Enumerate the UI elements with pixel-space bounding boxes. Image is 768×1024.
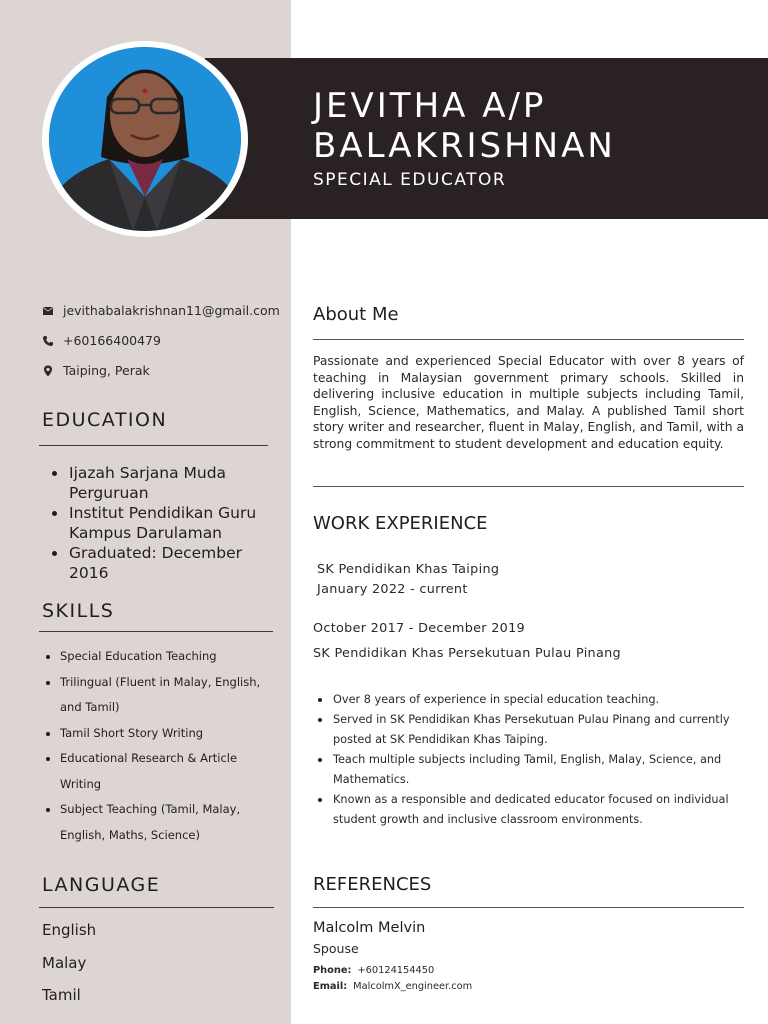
work-list <box>316 690 746 830</box>
reference-email-label: Email: <box>313 981 348 992</box>
work-item: Over 8 years of experience in special education teaching. <box>316 690 746 710</box>
about-heading: About Me <box>313 304 399 325</box>
education-heading: EDUCATION <box>42 409 168 431</box>
language-item: Malay <box>42 954 87 972</box>
education-item: Graduated: December 2016 <box>50 543 280 583</box>
reference-name: Malcolm Melvin <box>313 920 426 936</box>
education-item: Ijazah Sarjana Muda Perguruan <box>50 463 280 503</box>
reference-phone <box>313 965 434 976</box>
language-divider <box>39 907 274 908</box>
job1-place: SK Pendidikan Khas Taiping <box>317 562 500 577</box>
reference-phone-value: +60124154450 <box>357 965 435 976</box>
phone-text: +60166400479 <box>63 333 161 348</box>
work-heading: WORK EXPERIENCE <box>313 513 488 534</box>
language-item: English <box>42 921 97 939</box>
job2-place: SK Pendidikan Khas Persekutuan Pulau Pinang <box>313 646 621 661</box>
references-divider <box>313 907 744 908</box>
job-title: SPECIAL EDUCATOR <box>313 170 507 190</box>
reference-email <box>313 981 472 992</box>
reference-relation: Spouse <box>313 941 359 956</box>
references-heading: REFERENCES <box>313 874 432 895</box>
job2-dates: October 2017 - December 2019 <box>313 621 525 636</box>
job1-dates: January 2022 - current <box>317 582 468 597</box>
skill-item: Trilingual (Fluent in Malay, English, and Tamil) <box>45 670 275 721</box>
person-portrait-icon <box>49 47 241 231</box>
skill-item: Subject Teaching (Tamil, Malay, English, Maths, Science) <box>45 797 275 848</box>
profile-photo <box>49 47 241 231</box>
email-text: jevithabalakrishnan11@gmail.com <box>63 303 280 318</box>
envelope-icon <box>42 305 54 317</box>
education-divider <box>39 445 268 446</box>
location-text: Taiping, Perak <box>63 363 150 378</box>
skill-item: Tamil Short Story Writing <box>45 721 275 747</box>
language-heading: LANGUAGE <box>42 874 161 896</box>
contact-location <box>42 363 150 378</box>
work-item: Teach multiple subjects including Tamil, English, Malay, Science, and Mathematics. <box>316 750 746 790</box>
education-list <box>50 463 280 583</box>
education-item: Institut Pendidikan Guru Kampus Darulaman <box>50 503 280 543</box>
skill-item: Special Education Teaching <box>45 644 275 670</box>
about-text: Passionate and experienced Special Educator with over 8 years of teaching in Malaysian government primary schools. Skilled in delivering inclusive education in multiple subjects including Tamil, English, Science, Mathematics, and Malay. A published Tamil short story writer and researcher, fluent in Malay, English, and Tamil, with a strong commitment to student development and education equity. <box>313 354 744 451</box>
map-pin-icon <box>42 365 54 377</box>
candidate-name: JEVITHA A/P BALAKRISHNAN <box>313 86 616 166</box>
skill-item: Educational Research & Article Writing <box>45 746 275 797</box>
reference-email-value: MalcolmX_engineer.com <box>353 981 473 992</box>
about-bottom-divider <box>313 486 744 487</box>
contact-phone <box>42 333 161 348</box>
skills-list <box>45 644 275 848</box>
language-item: Tamil <box>42 986 81 1004</box>
phone-icon <box>42 335 54 347</box>
work-item: Served in SK Pendidikan Khas Persekutuan Pulau Pinang and currently posted at SK Pendidikan Khas Taiping. <box>316 710 746 750</box>
about-divider <box>313 339 744 340</box>
reference-phone-label: Phone: <box>313 965 352 976</box>
contact-email <box>42 303 280 318</box>
work-item: Known as a responsible and dedicated educator focused on individual student growth and inclusive classroom environments. <box>316 790 746 830</box>
skills-heading: SKILLS <box>42 600 115 622</box>
skills-divider <box>39 631 273 632</box>
